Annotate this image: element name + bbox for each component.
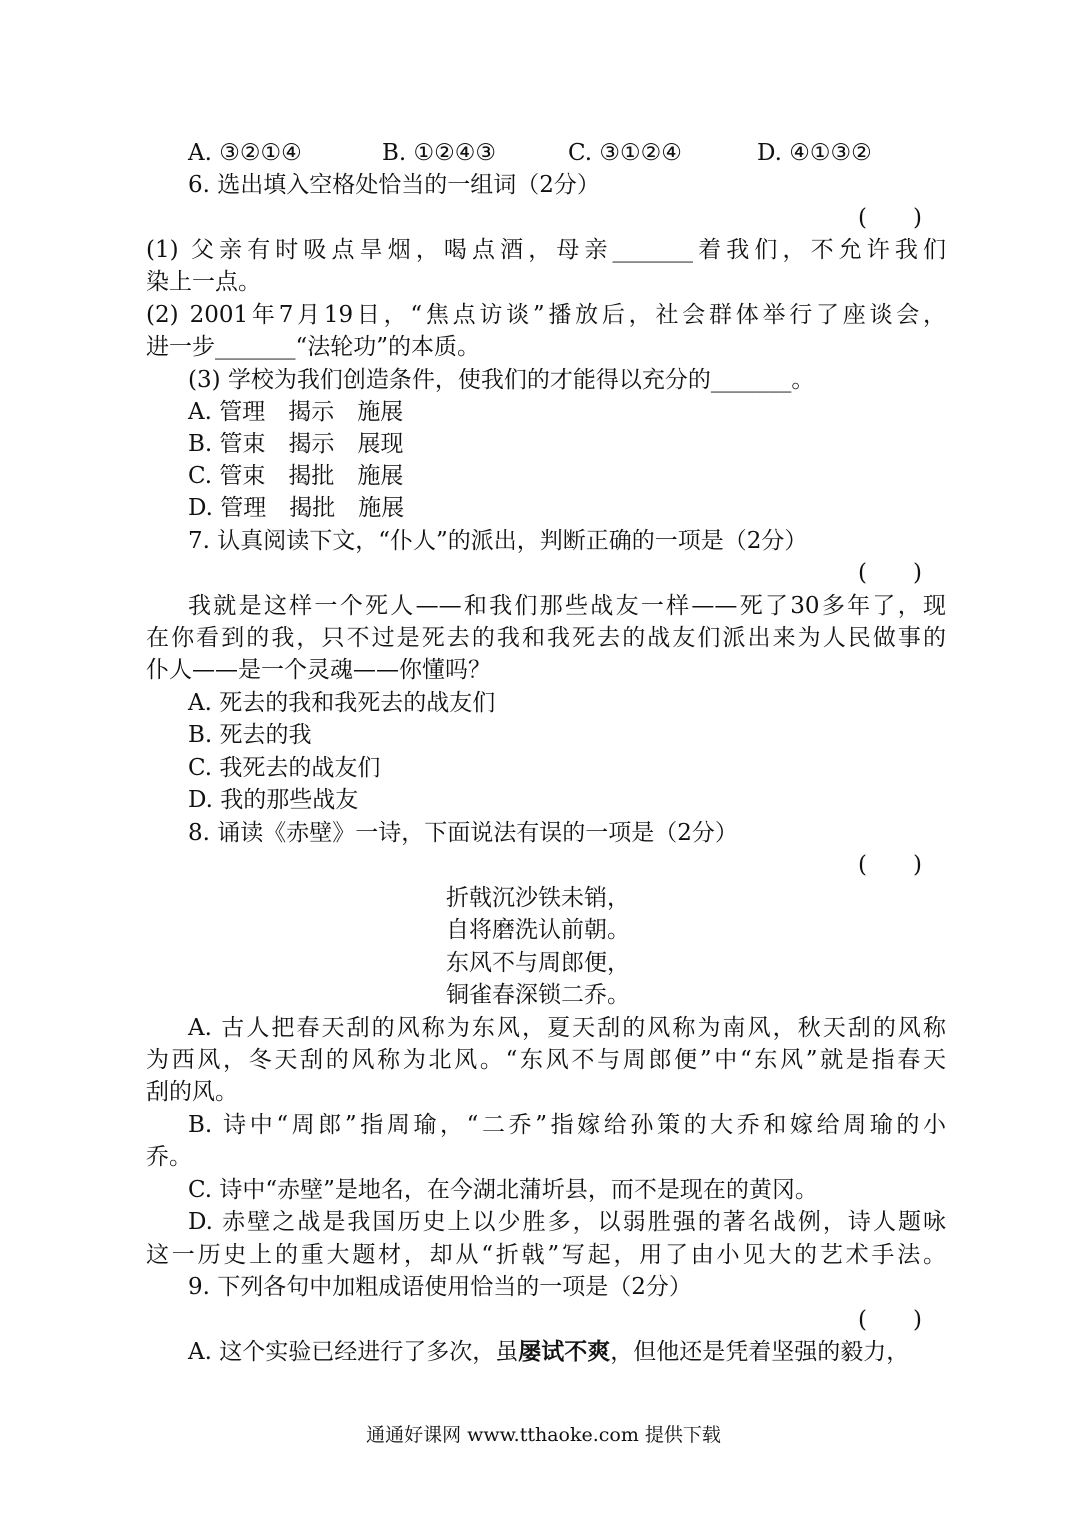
q8-title: 8. 诵读《赤壁》一诗，下面说法有误的一项是（2分）	[188, 820, 738, 846]
q5-option-c: C. ③①②④	[568, 140, 682, 166]
q6-sentence-3: (3) 学校为我们创造条件，使我们的才能得以充分的_______。	[188, 367, 815, 393]
q5-option-a: A. ③②①④	[188, 140, 302, 166]
q7-option-d: D. 我的那些战友	[188, 787, 359, 813]
q7-passage-2: 在你看到的我，只不过是死去的我和我死去的战友们派出来为人民做事的	[146, 625, 946, 651]
q7-answer-paren: ( )	[858, 560, 922, 586]
q8-option-c: C. 诗中“赤壁”是地名，在今湖北蒲圻县，而不是现在的黄冈。	[188, 1177, 818, 1203]
poem-line-1: 折戟沉沙铁未销，	[446, 885, 630, 911]
poem-line-4: 铜雀春深锁二乔。	[446, 982, 630, 1008]
q8-option-a-line-3: 刮的风。	[146, 1079, 238, 1105]
q7-passage-3: 仆人——是一个灵魂——你懂吗？	[146, 657, 491, 683]
q6-option-d: D. 管理 揭批 施展	[188, 495, 405, 521]
q9-option-a-pre: A. 这个实验已经进行了多次，虽	[188, 1339, 519, 1365]
q6-option-c: C. 管束 揭批 施展	[188, 463, 404, 489]
q8-option-b-line-1: B. 诗中“周郎”指周瑜，“二乔”指嫁给孙策的大乔和嫁给周瑜的小	[188, 1112, 946, 1138]
q6-sentence-1a: (1) 父亲有时吸点旱烟，喝点酒，母亲_______着我们，不允许我们	[146, 237, 946, 263]
q6-sentence-1b: 染上一点。	[146, 269, 261, 295]
q7-option-c: C. 我死去的战友们	[188, 755, 381, 781]
poem-line-3: 东风不与周郎便，	[446, 950, 630, 976]
footer-download-note: 通通好课网 www.tthaoke.com 提供下载	[366, 1424, 721, 1446]
q8-answer-paren: ( )	[858, 852, 922, 878]
q8-option-d-line-2: 这一历史上的重大题材，却从“折戟”写起，用了由小见大的艺术手法。	[146, 1242, 946, 1268]
q6-sentence-2b: 进一步_______“法轮功”的本质。	[146, 334, 481, 360]
q9-option-a	[188, 1336, 909, 1368]
q6-option-a: A. 管理 揭示 施展	[188, 399, 404, 425]
bold-idiom: 屡试不爽	[518, 1338, 611, 1365]
q5-option-d: D. ④①③②	[757, 140, 872, 166]
poem-line-2: 自将磨洗认前朝。	[446, 917, 630, 943]
q8-option-a-line-1: A. 古人把春天刮的风称为东风，夏天刮的风称为南风，秋天刮的风称	[188, 1015, 946, 1041]
q7-passage-1: 我就是这样一个死人——和我们那些战友一样——死了30多年了，现	[188, 593, 946, 619]
q7-title: 7. 认真阅读下文，“仆人”的派出，判断正确的一项是（2分）	[188, 528, 808, 554]
q6-option-b: B. 管束 揭示 展现	[188, 431, 404, 457]
q7-option-b: B. 死去的我	[188, 722, 312, 748]
q9-option-a-post: ，但他还是凭着坚强的毅力，	[610, 1339, 910, 1365]
q9-answer-paren: ( )	[858, 1307, 922, 1333]
q6-sentence-2a: (2) 2001年7月19日，“焦点访谈”播放后，社会群体举行了座谈会，	[146, 302, 946, 328]
q5-option-b: B. ①②④③	[382, 140, 497, 166]
q6-answer-paren: ( )	[858, 205, 922, 231]
q9-title: 9. 下列各句中加粗成语使用恰当的一项是（2分）	[188, 1274, 692, 1300]
q7-option-a: A. 死去的我和我死去的战友们	[188, 690, 496, 716]
q6-title: 6. 选出填入空格处恰当的一组词（2分）	[188, 172, 600, 198]
q8-option-b-line-2: 乔。	[146, 1144, 192, 1170]
q8-option-a-line-2: 为西风，冬天刮的风称为北风。“东风不与周郎便”中“东风”就是指春天	[146, 1047, 946, 1073]
q8-option-d-line-1: D. 赤壁之战是我国历史上以少胜多，以弱胜强的著名战例，诗人题咏	[188, 1209, 946, 1235]
